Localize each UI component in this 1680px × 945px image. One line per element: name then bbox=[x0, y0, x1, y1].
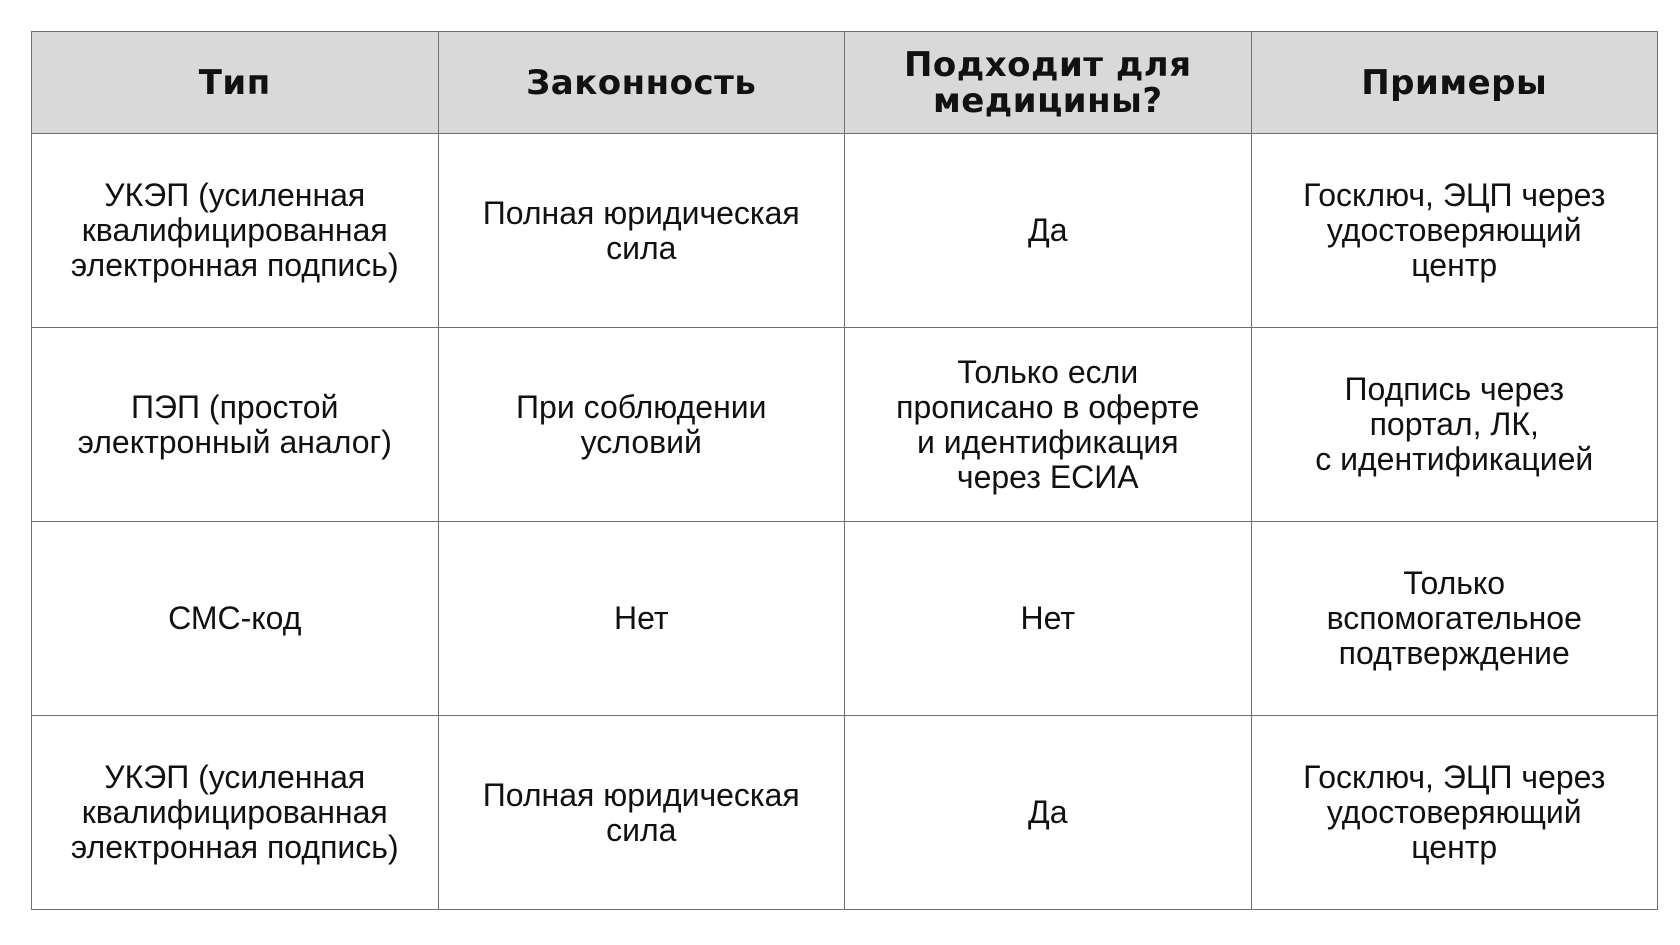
cell-type: УКЭП (усиленная квалифицированная электронная подпись) bbox=[32, 134, 439, 328]
header-type: Тип bbox=[32, 32, 439, 134]
table-row bbox=[32, 522, 1658, 716]
header-row bbox=[32, 32, 1658, 134]
signature-comparison-table bbox=[31, 31, 1658, 910]
header-medical-suitability: Подходит для медицины? bbox=[845, 32, 1252, 134]
cell-legality: При соблюдении условий bbox=[438, 328, 845, 522]
cell-legality: Полная юридическая сила bbox=[438, 134, 845, 328]
cell-legality: Полная юридическая сила bbox=[438, 716, 845, 910]
cell-type: ПЭП (простой электронный аналог) bbox=[32, 328, 439, 522]
header-examples: Примеры bbox=[1251, 32, 1658, 134]
cell-medical: Нет bbox=[845, 522, 1252, 716]
table-header bbox=[32, 32, 1658, 134]
cell-type: УКЭП (усиленная квалифицированная электронная подпись) bbox=[32, 716, 439, 910]
cell-medical: Да bbox=[845, 134, 1252, 328]
cell-examples: Госключ, ЭЦП через удостоверяющий центр bbox=[1251, 716, 1658, 910]
cell-examples: Подпись через портал, ЛК, с идентификацией bbox=[1251, 328, 1658, 522]
cell-medical: Да bbox=[845, 716, 1252, 910]
header-legality: Законность bbox=[438, 32, 845, 134]
table-body bbox=[32, 134, 1658, 910]
table-row bbox=[32, 716, 1658, 910]
cell-examples: Госключ, ЭЦП через удостоверяющий центр bbox=[1251, 134, 1658, 328]
cell-type: СМС-код bbox=[32, 522, 439, 716]
cell-medical: Только если прописано в оферте и идентификация через ЕСИА bbox=[845, 328, 1252, 522]
cell-examples: Только вспомогательное подтверждение bbox=[1251, 522, 1658, 716]
table-row bbox=[32, 328, 1658, 522]
table-row bbox=[32, 134, 1658, 328]
cell-legality: Нет bbox=[438, 522, 845, 716]
